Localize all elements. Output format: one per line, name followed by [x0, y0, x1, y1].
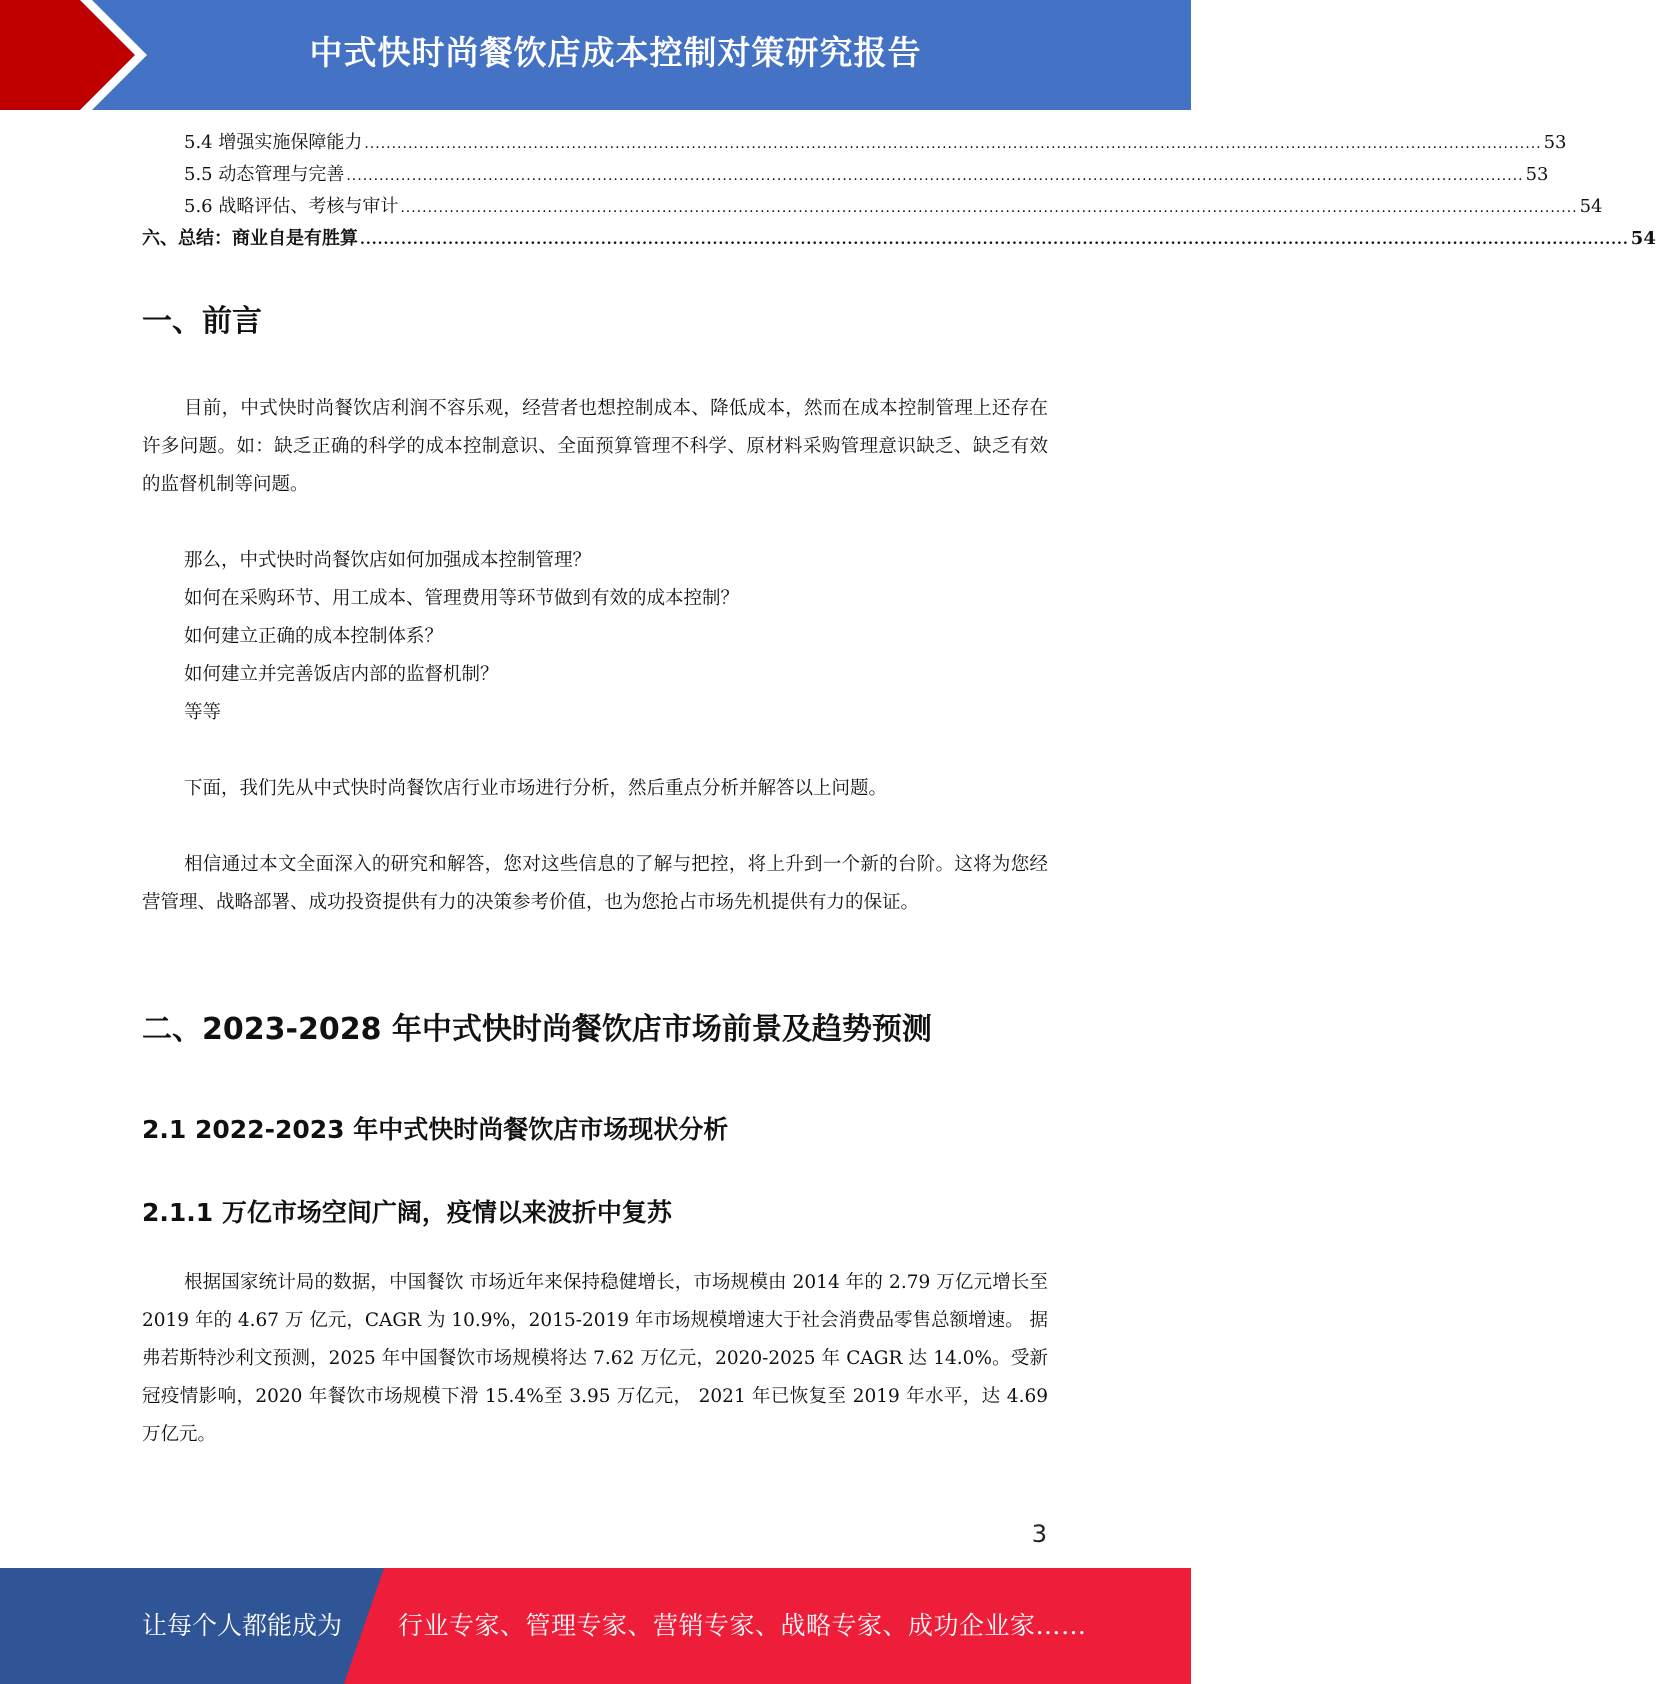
section-heading-preface: 一、前言: [142, 304, 262, 339]
page-footer: [0, 1568, 1191, 1684]
toc-leader: ........................................................................................................................................................................................................................: [364, 136, 1542, 152]
toc-label: 六、总结：商业自是有胜算: [142, 228, 358, 249]
toc-label: 5.4 增强实施保障能力: [184, 132, 363, 153]
preface-paragraph-1: 目前，中式快时尚餐饮店利润不容乐观，经营者也想控制成本、降低成本，然而在成本控制管理上还存在许多问题。如：缺乏正确的科学的成本控制意识、全面预算管理不科学、原材料采购管理意识缺乏、缺乏有效的监督机制等问题。: [142, 398, 1048, 495]
report-title: 中式快时尚餐饮店成本控制对策研究报告: [309, 33, 922, 72]
list-item: 如何建立并完善饭店内部的监督机制？: [184, 664, 499, 685]
toc-page: 53: [1525, 164, 1549, 185]
page-number: 3: [1031, 1520, 1047, 1548]
subsection-heading-2-1-1: 2.1.1 万亿市场空间广阔，疫情以来波折中复苏: [142, 1198, 672, 1227]
toc-entry-6[interactable]: [142, 224, 1656, 256]
list-item: 如何建立正确的成本控制体系？: [184, 626, 444, 647]
footer-slogan-left: 让每个人都能成为: [142, 1611, 343, 1640]
page-header: [0, 0, 1191, 110]
list-item: 那么，中式快时尚餐饮店如何加强成本控制管理？: [184, 550, 592, 571]
footer-slogan-right: 行业专家、管理专家、营销专家、战略专家、成功企业家……: [398, 1611, 1087, 1640]
toc-label: 5.5 动态管理与完善: [184, 164, 345, 185]
toc-label: 5.6 战略评估、考核与审计: [184, 196, 399, 217]
toc-page: 54: [1630, 228, 1656, 249]
list-item: 等等: [184, 702, 222, 723]
toc-leader: ........................................................................................................................................................................................................................: [346, 168, 1524, 184]
header-chevron-graphic: [0, 0, 160, 110]
preface-paragraph-2: 下面，我们先从中式快时尚餐饮店行业市场进行分析，然后重点分析并解答以上问题。: [184, 778, 888, 799]
section-heading-market-outlook: 二、2023-2028 年中式快时尚餐饮店市场前景及趋势预测: [142, 1012, 932, 1047]
table-of-contents: [142, 128, 1656, 256]
toc-entry-5-4[interactable]: [142, 128, 1567, 160]
toc-page: 54: [1579, 196, 1603, 217]
toc-page: 53: [1543, 132, 1567, 153]
toc-entry-5-5[interactable]: [142, 160, 1549, 192]
subsection-heading-2-1: 2.1 2022-2023 年中式快时尚餐饮店市场现状分析: [142, 1115, 729, 1144]
toc-entry-5-6[interactable]: [142, 192, 1603, 224]
toc-leader: ........................................................................................................................................................................................................................: [360, 232, 1629, 248]
toc-leader: ........................................................................................................................................................................................................................: [400, 200, 1578, 216]
preface-paragraph-3: 相信通过本文全面深入的研究和解答，您对这些信息的了解与把控，将上升到一个新的台阶。这将为您经营管理、战略部署、成功投资提供有力的决策参考价值，也为您抢占市场先机提供有力的保证。: [142, 854, 1048, 913]
list-item: 如何在采购环节、用工成本、管理费用等环节做到有效的成本控制？: [184, 588, 740, 609]
market-paragraph: 根据国家统计局的数据，中国餐饮 市场近年来保持稳健增长，市场规模由 2014 年的 2.79 万亿元增长至 2019 年的 4.67 万 亿元，CAGR 为 10.9%，2015-2019 年市场规模增速大于社会消费品零售总额增速。 据弗若斯特沙利文预测，2025 年中国餐饮市场规模将达 7.62 万亿元，2020-2025 年 CAGR 达 14.0%。受新冠疫情影响，2020 年餐饮市场规模下滑 15.4%至 3.95 万亿元， 2021 年已恢复至 2019 年水平，达 4.69 万亿元。: [142, 1272, 1048, 1445]
question-list: [184, 542, 1044, 732]
